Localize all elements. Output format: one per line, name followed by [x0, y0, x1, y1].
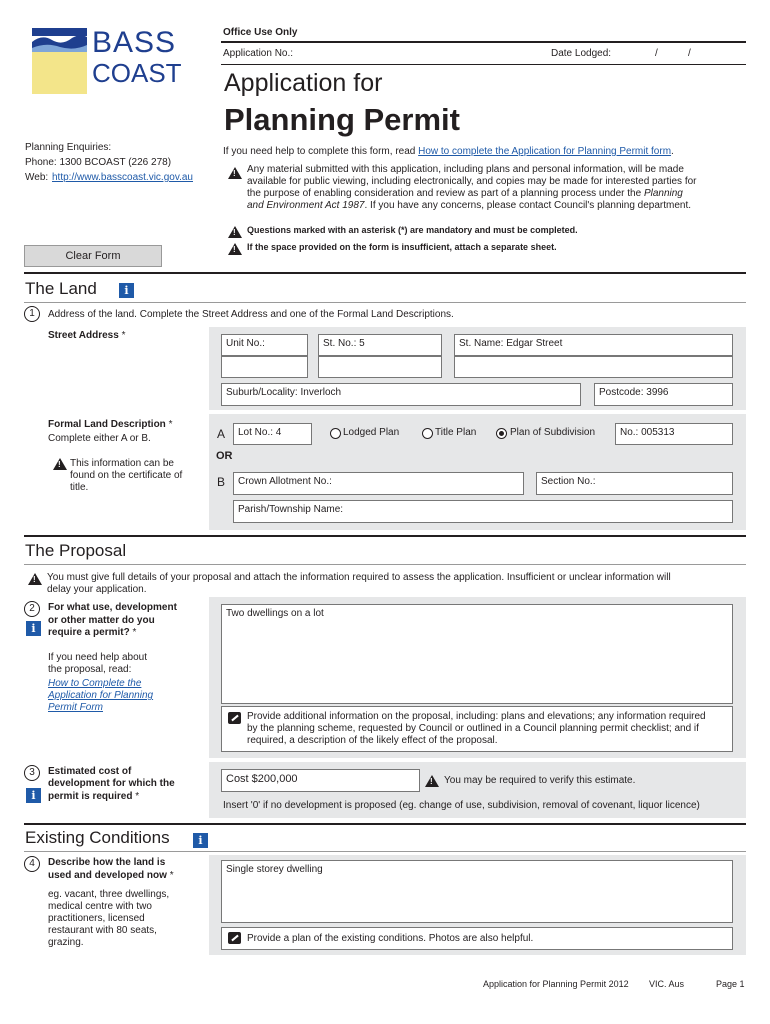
street-no-field[interactable]: St. No.: 5: [318, 334, 442, 356]
page-number: Page 1: [716, 979, 745, 989]
land-section-title: The Land: [25, 279, 97, 298]
bass-coast-logo: [32, 28, 182, 98]
help-suffix: .: [671, 146, 674, 157]
help-text: [223, 146, 674, 157]
postcode-field[interactable]: Postcode: 3996: [594, 383, 733, 406]
proposal-warning-line-1: You must give full details of your proposal and attach the information required to assess the application. Insufficient or unclear information will: [47, 572, 671, 583]
section-no-field[interactable]: Section No.:: [536, 472, 733, 495]
plan-of-subdivision-label: Plan of Subdivision: [510, 427, 596, 438]
privacy-line-4: [247, 200, 691, 211]
q4-line-2-text: used and developed now: [48, 870, 167, 881]
existing-eg-line-4: restaurant with 80 seats,: [48, 925, 157, 936]
logo-graphic: [32, 28, 87, 94]
option-b-label: B: [217, 475, 226, 489]
or-label: OR: [216, 450, 233, 462]
asterisk: *: [121, 330, 126, 341]
planning-enquiries-label: Planning Enquiries:: [25, 142, 112, 153]
q3-line-1: Estimated cost of: [48, 766, 132, 777]
pencil-icon: [228, 712, 241, 724]
privacy-line-3-text: the purpose of enabling consideration and review as part of a planning process under the: [247, 188, 642, 199]
question-number-4: 4: [24, 856, 40, 872]
privacy-line-4-text: . If you have any concerns, please contact Council's planning department.: [364, 200, 692, 211]
q4-line-1: Describe how the land is: [48, 857, 166, 868]
existing-eg-line-3: practitioners, licensed: [48, 913, 145, 924]
street-no-field-2[interactable]: [318, 356, 442, 378]
warning-icon: [228, 243, 242, 255]
date-slash-1: /: [655, 48, 658, 59]
lodged-plan-label: Lodged Plan: [343, 427, 400, 438]
q2-line-1: For what use, development: [48, 602, 177, 613]
office-divider: [221, 41, 746, 43]
footer-form-name: Application for Planning Permit 2012: [483, 979, 629, 989]
warning-icon: [28, 573, 42, 585]
plan-no-field[interactable]: No.: 005313: [615, 423, 733, 445]
proposal-help-line-2: the proposal, read:: [48, 664, 132, 675]
pencil-icon: [228, 932, 241, 944]
page-title: Planning Permit: [224, 102, 460, 137]
existing-section-title: Existing Conditions: [25, 828, 170, 847]
warning-icon: [228, 226, 242, 238]
formal-land-text: Formal Land Description: [48, 419, 166, 430]
warning-icon: [228, 167, 242, 179]
proposal-help-line-1: If you need help about: [48, 652, 147, 663]
proposal-note-line-2: by the planning scheme, requested by Council or outlined in a Council planning permit checklist; and if: [247, 723, 699, 734]
street-address-label: [48, 330, 125, 341]
asterisk: *: [168, 419, 173, 430]
land-rule: [24, 302, 746, 303]
proposal-rule: [24, 564, 746, 565]
question-number-3: 3: [24, 765, 40, 781]
q2-line-3: [48, 627, 136, 638]
q4-line-2: [48, 870, 174, 881]
formal-land-sub: Complete either A or B.: [48, 433, 151, 444]
plan-of-subdivision-radio[interactable]: [496, 428, 507, 439]
space-note: If the space provided on the form is insufficient, attach a separate sheet.: [247, 242, 557, 252]
crown-allotment-field[interactable]: Crown Allotment No.:: [233, 472, 524, 495]
lot-no-field[interactable]: Lot No.: 4: [233, 423, 312, 445]
clear-form-button[interactable]: Clear Form: [24, 245, 162, 267]
q3-line-2: development for which the: [48, 778, 175, 789]
help-prefix: If you need help to complete this form, read: [223, 146, 416, 157]
proposal-help-link-1[interactable]: How to Complete the: [48, 678, 142, 689]
title-plan-radio[interactable]: [422, 428, 433, 439]
web-label: Web:: [25, 172, 49, 183]
logo-text-coast: COAST: [92, 58, 182, 88]
asterisk: *: [132, 627, 137, 638]
street-name-field-2[interactable]: [454, 356, 733, 378]
application-no-label: Application No.:: [223, 48, 294, 59]
office-use-title: Office Use Only: [223, 27, 298, 38]
help-form-link[interactable]: How to complete the Application for Planning Permit form: [418, 146, 672, 157]
existing-divider: [24, 823, 746, 825]
existing-info-icon[interactable]: i: [193, 833, 208, 848]
phone-number: Phone: 1300 BCOAST (226 278): [25, 157, 172, 168]
privacy-line-3: [247, 188, 683, 199]
title-note-line-1: This information can be: [70, 458, 174, 469]
asterisk: *: [135, 791, 140, 802]
proposal-section-title: The Proposal: [25, 541, 127, 560]
q3-line-3: [48, 791, 139, 802]
title-note-line-2: found on the certificate of: [70, 470, 183, 481]
existing-note: Provide a plan of the existing conditions. Photos are also helpful.: [247, 933, 534, 944]
existing-eg-line-2: medical centre with two: [48, 901, 152, 912]
proposal-note-line-1: Provide additional information on the proposal, including: plans and elevations; any information required: [247, 711, 706, 722]
existing-conditions-field[interactable]: Single storey dwelling: [221, 860, 733, 923]
date-lodged-label: Date Lodged:: [551, 48, 612, 59]
existing-rule: [24, 851, 746, 852]
insert-zero-note: Insert '0' if no development is proposed (eg. change of use, subdivision, removal of covenant, liquor licence): [223, 800, 700, 811]
logo-text-bass: BASS: [92, 26, 177, 59]
warning-icon: [53, 458, 67, 470]
privacy-line-1: Any material submitted with this application, including plans and personal information, will be made: [247, 164, 684, 175]
existing-eg-line-1: eg. vacant, three dwellings,: [48, 889, 170, 900]
privacy-line-2: available for public viewing, including electronically, and copies may be made for interested parties for: [247, 176, 697, 187]
unit-no-field-2[interactable]: [221, 356, 308, 378]
question-number-2: 2: [24, 601, 40, 617]
land-divider: [24, 272, 746, 274]
suburb-field[interactable]: Suburb/Locality: Inverloch: [221, 383, 581, 406]
q3-line-3-text: permit is required: [48, 791, 133, 802]
proposal-description-field[interactable]: Two dwellings on a lot: [221, 604, 733, 704]
office-bottom-line: [221, 64, 746, 65]
privacy-act-name: and Environment Act 1987: [247, 200, 365, 211]
street-name-field[interactable]: St. Name: Edgar Street: [454, 334, 733, 356]
parish-field[interactable]: Parish/Township Name:: [233, 500, 733, 523]
asterisk: *: [169, 870, 174, 881]
q2-line-3-text: require a permit?: [48, 627, 130, 638]
land-info-icon[interactable]: i: [119, 283, 134, 298]
title-note-line-3: title.: [70, 482, 89, 493]
unit-no-field[interactable]: Unit No.:: [221, 334, 308, 356]
land-question: Address of the land. Complete the Street Address and one of the Formal Land Descriptions.: [48, 309, 454, 320]
cost-info-icon[interactable]: i: [26, 788, 41, 803]
question-number-1: 1: [24, 306, 40, 322]
proposal-help-link-2[interactable]: Application for Planning: [48, 690, 154, 701]
warning-icon: [425, 775, 439, 787]
formal-land-label: [48, 419, 172, 430]
option-a-label: A: [217, 427, 226, 441]
proposal-note-line-3: required, a description of the likely effect of the proposal.: [247, 735, 498, 746]
lodged-plan-radio[interactable]: [330, 428, 341, 439]
cost-field[interactable]: Cost $200,000: [221, 769, 420, 792]
proposal-divider: [24, 535, 746, 537]
footer-state: VIC. Aus: [649, 979, 685, 989]
title-line-1: Application for: [224, 69, 383, 97]
q2-line-2: or other matter do you: [48, 615, 155, 626]
verify-note: You may be required to verify this estimate.: [444, 775, 636, 786]
proposal-warning-line-2: delay your application.: [47, 584, 147, 595]
privacy-line-3-italic: Planning: [643, 188, 683, 199]
existing-eg-line-5: grazing.: [48, 937, 84, 948]
proposal-info-icon[interactable]: i: [26, 621, 41, 636]
street-address-text: Street Address: [48, 330, 119, 341]
mandatory-note: Questions marked with an asterisk (*) are mandatory and must be completed.: [247, 225, 578, 235]
proposal-help-link-3[interactable]: Permit Form: [48, 702, 103, 713]
website-link[interactable]: http://www.basscoast.vic.gov.au: [52, 172, 193, 183]
date-slash-2: /: [688, 48, 691, 59]
title-plan-label: Title Plan: [435, 427, 477, 438]
